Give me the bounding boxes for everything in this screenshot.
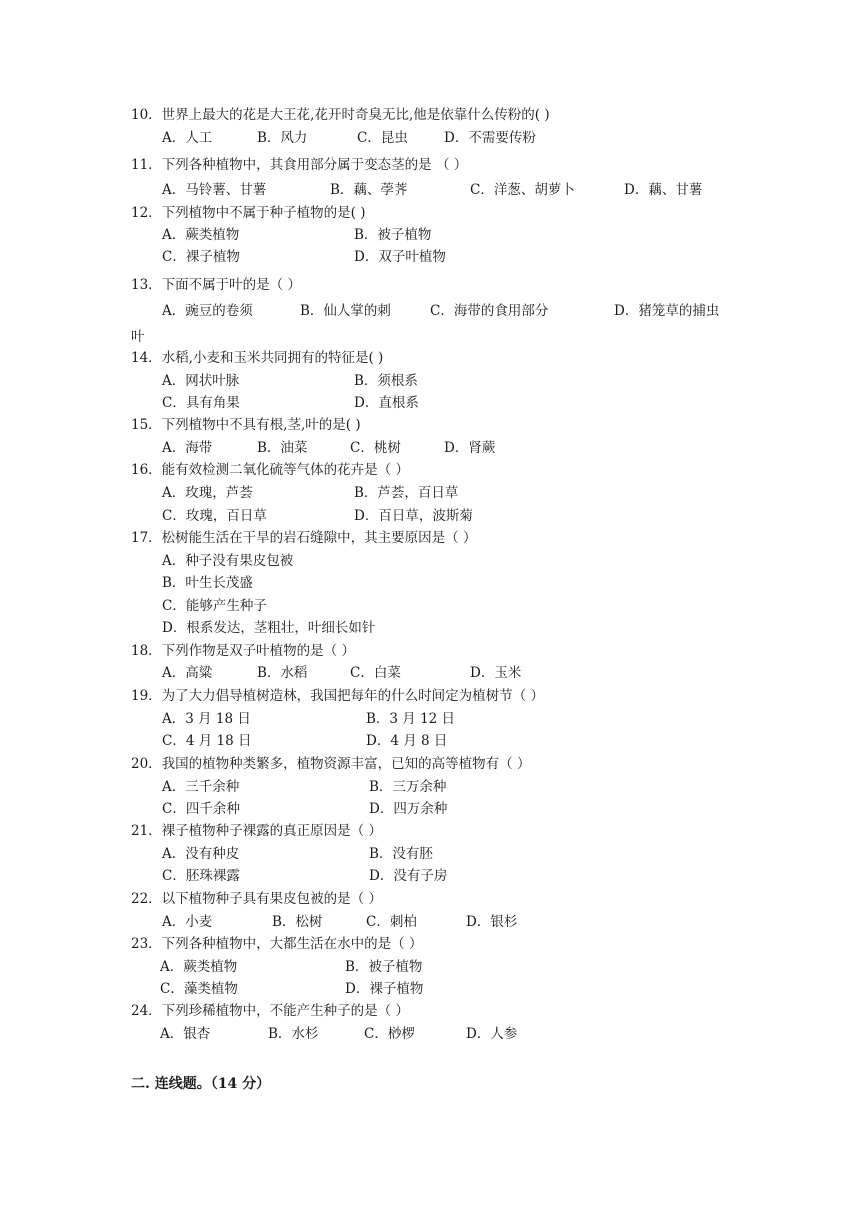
question-15-option-d: D．肾蕨 (444, 440, 496, 456)
question-10-option-c: C．昆虫 (357, 130, 408, 146)
question-23-option-a: A．蕨类植物 (160, 959, 238, 975)
question-12-option-a: A．蕨类植物 (162, 227, 240, 243)
question-20-option-d: D．四万余种 (369, 801, 448, 817)
question-18-option-b: B．水稻 (257, 665, 308, 681)
question-12-option-b: B．被子植物 (354, 227, 432, 243)
question-17-option-b: B．叶生长茂盛 (162, 575, 253, 591)
question-23-option-d: D．裸子植物 (345, 981, 424, 997)
question-16-option-b: B．芦荟，百日草 (354, 485, 459, 501)
question-11-option-c: C．洋葱、胡萝卜 (470, 182, 575, 198)
question-11-option-d: D．藕、甘薯 (624, 182, 703, 198)
question-14-option-c: C．具有角果 (162, 395, 240, 411)
question-11-option-b: B．藕、荸荠 (330, 182, 408, 198)
question-15-option-a: A．海带 (162, 440, 213, 456)
question-10-option-d: D．不需要传粉 (444, 130, 536, 146)
question-21-option-b: B．没有胚 (369, 846, 433, 862)
question-24-option-b: B．水杉 (268, 1026, 319, 1042)
question-17-stem: 17．松树能生活在干旱的岩石缝隙中，其主要原因是（ ） (131, 530, 477, 546)
question-18-stem: 18．下列作物是双子叶植物的是（ ） (131, 643, 355, 659)
question-10-option-a: A．人工 (162, 130, 213, 146)
question-23-stem: 23．下列各种植物中，大都生活在水中的是（ ） (131, 936, 423, 952)
question-24-option-c: C．桫椤 (364, 1026, 415, 1042)
question-22-option-b: B．松树 (272, 914, 323, 930)
section-title: 二. 连线题。（14 分） (131, 1076, 271, 1092)
question-16-option-d: D．百日草，波斯菊 (354, 508, 473, 524)
question-15-option-b: B．油菜 (257, 440, 308, 456)
question-23-option-c: C．藻类植物 (160, 981, 238, 997)
question-12-option-c: C．裸子植物 (162, 249, 240, 265)
question-22-option-a: A．小麦 (162, 914, 213, 930)
question-19-stem: 19．为了大力倡导植树造林，我国把每年的什么时间定为植树节（ ） (131, 688, 544, 704)
question-19-option-b: B．3 月 12 日 (366, 711, 456, 727)
question-13-option-d: D．猪笼草的捕虫 (614, 303, 720, 319)
question-13-option-b: B．仙人掌的刺 (300, 303, 391, 319)
question-20-option-c: C．四千余种 (162, 801, 240, 817)
question-17-option-d: D．根系发达，茎粗壮，叶细长如针 (162, 620, 376, 636)
question-14-option-a: A．网状叶脉 (162, 373, 240, 389)
question-12-stem: 12．下列植物中不属于种子植物的是( ) (131, 205, 366, 221)
question-21-option-d: D．没有子房 (369, 868, 448, 884)
question-22-option-c: C．刺柏 (366, 914, 417, 930)
question-19-option-d: D．4 月 8 日 (366, 733, 448, 749)
question-16-stem: 16．能有效检测二氧化硫等气体的花卉是（ ） (131, 462, 409, 478)
question-15-option-c: C．桃树 (350, 440, 401, 456)
question-14-stem: 14．水稻,小麦和玉米共同拥有的特征是( ) (131, 350, 384, 366)
question-24-stem: 24．下列珍稀植物中，不能产生种子的是（ ） (131, 1003, 409, 1019)
question-19-option-a: A．3 月 18 日 (162, 711, 251, 727)
question-20-option-b: B．三万余种 (369, 779, 447, 795)
question-22-stem: 22．以下植物种子具有果皮包被的是（ ） (131, 891, 382, 907)
question-18-option-a: A．高粱 (162, 665, 213, 681)
question-10-stem: 10．世界上最大的花是大王花,花开时奇臭无比,他是依靠什么传粉的( ) (131, 107, 550, 123)
question-18-option-d: D．玉米 (470, 665, 522, 681)
question-17-option-a: A．种子没有果皮包被 (162, 553, 294, 569)
question-18-option-c: C．白菜 (350, 665, 401, 681)
question-11-stem: 11．下列各种植物中，其食用部分属于变态茎的是 （ ） (131, 157, 468, 173)
question-20-option-a: A．三千余种 (162, 779, 240, 795)
question-13-option-a: A．豌豆的卷须 (162, 303, 253, 319)
question-16-option-a: A．玫瑰，芦荟 (162, 485, 253, 501)
question-11-option-a: A．马铃薯、甘薯 (162, 182, 267, 198)
question-21-option-c: C．胚珠裸露 (162, 868, 240, 884)
question-19-option-c: C．4 月 18 日 (162, 733, 252, 749)
question-13-option-c: C．海带的食用部分 (430, 303, 549, 319)
question-20-stem: 20．我国的植物种类繁多，植物资源丰富，已知的高等植物有（ ） (131, 756, 531, 772)
question-15-stem: 15．下列植物中不具有根,茎,叶的是( ) (131, 417, 361, 433)
question-14-option-b: B．须根系 (354, 373, 418, 389)
question-10-option-b: B．风力 (257, 130, 308, 146)
question-17-option-c: C．能够产生种子 (162, 598, 267, 614)
question-24-option-d: D．人参 (466, 1026, 518, 1042)
question-24-option-a: A．银杏 (160, 1026, 211, 1042)
question-12-option-d: D．双子叶植物 (354, 249, 446, 265)
question-23-option-b: B．被子植物 (345, 959, 423, 975)
question-14-option-d: D．直根系 (354, 395, 419, 411)
question-22-option-d: D．银杉 (466, 914, 518, 930)
question-16-option-c: C．玫瑰，百日草 (162, 508, 267, 524)
question-13-stem: 13．下面不属于叶的是（ ） (131, 277, 301, 293)
question-21-option-a: A．没有种皮 (162, 846, 240, 862)
question-21-stem: 21．裸子植物种子裸露的真正原因是（ ） (131, 823, 382, 839)
question-13-option-d-continuation: 叶 (131, 329, 145, 345)
